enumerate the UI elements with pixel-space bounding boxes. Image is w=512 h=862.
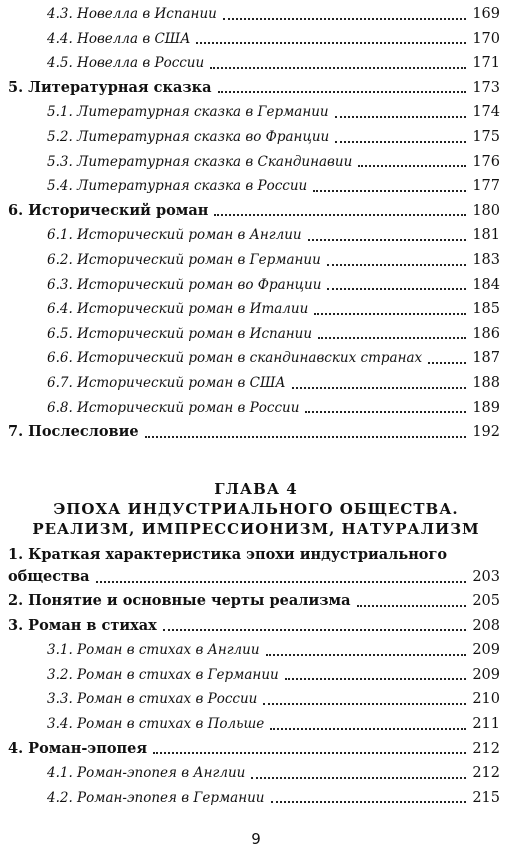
- toc-entry-page: 211: [472, 716, 500, 732]
- dot-leader: [251, 776, 466, 779]
- toc-entry-page: 177: [472, 178, 500, 195]
- dot-leader: [163, 628, 466, 631]
- dot-leader: [145, 435, 466, 438]
- dot-leader: [292, 386, 466, 389]
- dot-leader: [223, 17, 466, 20]
- toc-entry: [0, 398, 512, 418]
- dot-leader: [285, 677, 466, 680]
- dot-leader: [266, 653, 466, 656]
- dot-leader: [314, 312, 466, 315]
- toc-entry: [0, 422, 512, 442]
- chapter-number: ГЛАВА 4: [214, 480, 298, 498]
- toc-entry-page: 210: [472, 691, 500, 708]
- toc-entry: [0, 102, 512, 122]
- toc-entry-label: 5.3. Литературная сказка в Скандинавии: [47, 153, 353, 170]
- toc-entry: [0, 739, 512, 759]
- dot-leader: [308, 238, 466, 241]
- dot-leader: [327, 263, 466, 266]
- chapter-title-line-2: РЕАЛИЗМ, ИМПРЕССИОНИЗМ, НАТУРАЛИЗМ: [32, 520, 480, 538]
- toc-entry-page: 184: [472, 276, 500, 293]
- dot-leader: [305, 410, 466, 413]
- toc-entry-page: 173: [472, 79, 500, 96]
- dot-leader: [196, 41, 466, 44]
- toc-entry-page: 189: [472, 399, 500, 416]
- toc-entry-label: 7. Послесловие: [8, 423, 139, 441]
- toc-entry-label: 5.1. Литературная сказка в Германии: [47, 104, 329, 121]
- toc-entry-label: общества: [8, 568, 90, 585]
- toc-entry-page: 183: [472, 252, 500, 268]
- toc-entry-page: 212: [472, 765, 500, 782]
- toc-entry-label: 4.5. Новелла в России: [47, 55, 205, 72]
- toc-entry-label: 3. Роман в стихах: [8, 616, 157, 634]
- toc-entry-page: 174: [472, 104, 500, 121]
- toc-entry-label: 5.4. Литературная сказка в России: [47, 178, 308, 195]
- toc-entry: [0, 53, 512, 73]
- toc-entry-page: 205: [472, 593, 500, 609]
- dot-leader: [335, 140, 466, 143]
- dot-leader: [214, 213, 466, 216]
- toc-entry: [0, 152, 512, 172]
- toc-entry: [0, 616, 512, 636]
- toc-entry-page: 169: [472, 6, 500, 22]
- toc-entry-page: 176: [472, 153, 500, 170]
- dot-leader: [327, 287, 466, 290]
- toc-entry: [0, 788, 512, 808]
- toc-entry: [0, 373, 512, 393]
- toc-entry: [0, 225, 512, 245]
- toc-entry-page: 209: [472, 642, 500, 659]
- toc-entry-page: 187: [472, 350, 500, 367]
- toc-entry: [0, 665, 512, 685]
- toc-entry-label: 6.6. Исторический роман в скандинавских странах: [47, 350, 423, 367]
- toc-entry-page: 186: [472, 325, 500, 342]
- toc-entry: [0, 176, 512, 196]
- page-number: 9: [251, 830, 261, 848]
- dot-leader: [263, 702, 466, 705]
- dot-leader: [357, 604, 467, 607]
- toc-entry: [0, 714, 512, 734]
- toc-entry: [0, 689, 512, 709]
- toc-entry: [0, 29, 512, 49]
- toc-entry: [0, 567, 512, 587]
- toc-entry: [0, 201, 512, 221]
- dot-leader: [96, 580, 466, 583]
- toc-entry: [0, 78, 512, 98]
- dot-leader: [218, 90, 467, 93]
- dot-leader: [335, 115, 466, 118]
- dot-leader: [210, 66, 466, 69]
- toc-entry-label: 3.3. Роман в стихах в России: [47, 691, 258, 708]
- chapter-title-line-1: ЭПОХА ИНДУСТРИАЛЬНОГО ОБЩЕСТВА.: [53, 500, 459, 518]
- toc-entry-page: 181: [472, 227, 500, 244]
- toc-entry: [0, 127, 512, 147]
- toc-entry-label: 6.7. Исторический роман в США: [47, 375, 286, 391]
- toc-entry-label: 6.3. Исторический роман во Франции: [47, 276, 322, 293]
- toc-entry-page: 215: [472, 789, 500, 806]
- toc-entry: [0, 324, 512, 344]
- toc-entry-page: 185: [472, 301, 500, 318]
- toc-entry-page: 170: [472, 30, 500, 47]
- toc-entry-page: 203: [472, 569, 500, 585]
- dot-leader: [153, 751, 466, 754]
- toc-entry: [0, 299, 512, 319]
- dot-leader: [318, 336, 466, 339]
- toc-entry-label: 6. Исторический роман: [8, 201, 209, 219]
- toc-entry: [0, 591, 512, 611]
- toc-entry-label: 4.3. Новелла в Испании: [47, 6, 217, 22]
- toc-entry-label: 4.2. Роман-эпопея в Германии: [47, 789, 265, 806]
- toc-entry-label: 3.2. Роман в стихах в Германии: [47, 666, 279, 683]
- toc-entry-page: 212: [472, 740, 500, 757]
- dot-leader: [270, 727, 466, 730]
- toc-entry: [0, 4, 512, 24]
- dot-leader: [428, 361, 466, 364]
- toc-entry-label: 5. Литературная сказка: [8, 78, 212, 96]
- dot-leader: [271, 800, 467, 803]
- toc-entry-page: 192: [472, 424, 500, 441]
- toc-entry-label: 6.4. Исторический роман в Италии: [47, 301, 309, 318]
- toc-entry: [0, 640, 512, 660]
- toc-entry-label: 6.8. Исторический роман в России: [47, 399, 300, 416]
- toc-entry-label: 6.1. Исторический роман в Англии: [47, 227, 302, 244]
- toc-entry-page: 188: [472, 375, 500, 391]
- toc-entry-page: 209: [472, 666, 500, 683]
- toc-entry-first-line: 1. Краткая характеристика эпохи индустриального: [8, 546, 448, 563]
- toc-entry-label: 5.2. Литературная сказка во Франции: [47, 129, 330, 145]
- toc-entry-label: 3.1. Роман в стихах в Англии: [47, 642, 260, 659]
- toc-entry-page: 208: [472, 617, 500, 634]
- toc-entry: [0, 348, 512, 368]
- toc-entry-label: 4.1. Роман-эпопея в Англии: [47, 765, 246, 782]
- toc-entry: [0, 250, 512, 270]
- toc-entry-label: 2. Понятие и основные черты реализма: [8, 592, 351, 609]
- toc-entry: [0, 763, 512, 783]
- toc-entry: [0, 275, 512, 295]
- dot-leader: [313, 189, 466, 192]
- toc-entry-label: 6.2. Исторический роман в Германии: [47, 252, 321, 268]
- toc-entry-label: 3.4. Роман в стихах в Польше: [47, 716, 265, 732]
- toc-entry-page: 171: [472, 55, 500, 72]
- toc-entry-page: 175: [472, 129, 500, 145]
- toc-entry-label: 4.4. Новелла в США: [47, 30, 191, 47]
- toc-entry-page: 180: [472, 202, 500, 219]
- toc-entry-label: 6.5. Исторический роман в Испании: [47, 325, 313, 342]
- toc-entry-label: 4. Роман-эпопея: [8, 739, 148, 757]
- dot-leader: [358, 164, 466, 167]
